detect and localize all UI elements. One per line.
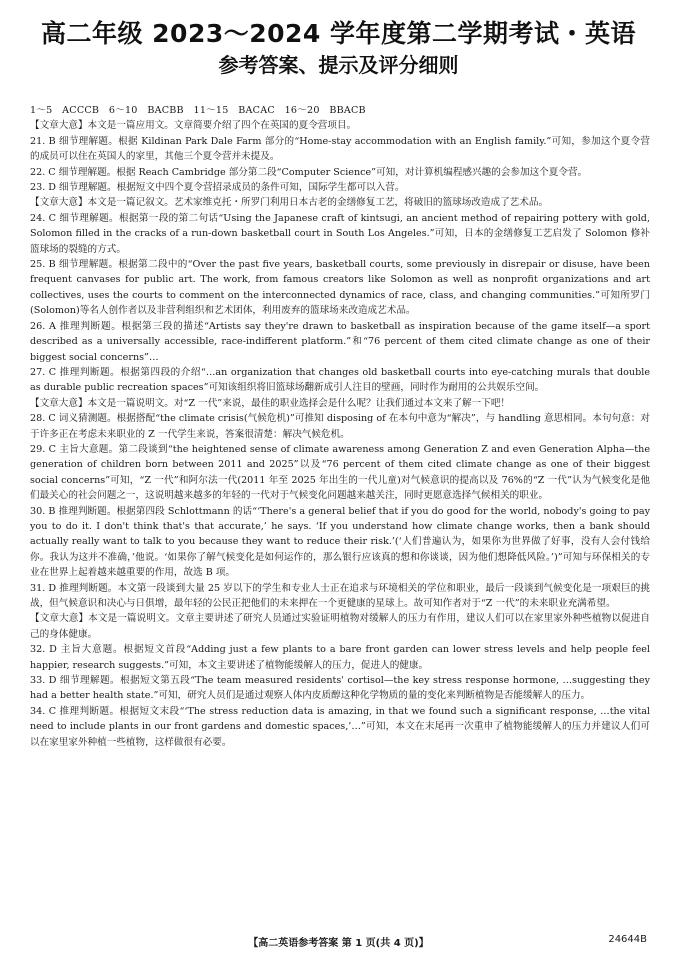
- passage-summary: 【文章大意】本文是一篇应用文。文章简要介绍了四个在英国的夏令营项目。: [30, 120, 357, 132]
- answer-explanation: 30. B 推理判断题。根据第四段 Schlottmann 的话“‘There's a general belief that if you do good for the world, nobody's going to pay you to do it. I don't think that's that accurate,’ he says. ‘If you understand how climate change works, then a bank should actually really want to talk to you because they want to reduce their risk.’(‘人们普遍认为，如果你为世界做了好事，没有人会付钱给你。我认为这并不准确，’他说。‘如果你了解气候变化是如何运作的，那么银行应该真的想和你谈谈，因为他们想降低风险。’)”可知与环保相关的专业在世界上起着越来越重要的作用，故选 B 项。: [30, 505, 650, 579]
- footer-label: 【高二英语参考答案 第 1 页(共 4 页)】: [248, 938, 429, 949]
- answer-content: [30, 103, 650, 750]
- answer-explanation: 32. D 主旨大意题。根据短文首段“Adding just a few plants to a bare front garden can lower stress levels and help people feel happier, research suggests.”可知，本文主要讲述了植物能缓解人的压力，促进人的健康。: [30, 644, 650, 671]
- footer-code: 24644B: [608, 934, 647, 945]
- answer-explanation: 24. C 细节理解题。根据第一段的第二句话“Using the Japanese craft of kintsugi, an ancient method of repairing pottery with gold, Solomon filled in the cracks of a run-down basketball court in South Los Angeles.”可知，日本的金缮修复工艺启发了 Solomon 修补篮球场的裂缝的方式。: [30, 212, 650, 255]
- passage-summary: 【文章大意】本文是一篇说明文。文章主要讲述了研究人员通过实验证明植物对缓解人的压力有作用，建议人们可以在家里家外种些植物以促进自己的身体健康。: [30, 613, 650, 640]
- page-title: 高二年级 2023～2024 学年度第二学期考试・英语: [40, 19, 637, 48]
- passage-summary: 【文章大意】本文是一篇记叙文。艺术家维克托・所罗门利用日本古老的金缮修复工艺，将破旧的篮球场改造成了艺术品。: [30, 197, 549, 209]
- page-subtitle: 参考答案、提示及评分细则: [218, 53, 459, 77]
- answer-explanation: 22. C 细节理解题。根据 Reach Cambridge 部分第二段“Computer Science”可知，对计算机编程感兴趣的会参加这个夏令营。: [30, 166, 588, 178]
- answer-explanation: 23. D 细节理解题。根据短文中四个夏令营招录成员的条件可知，国际学生都可以入营。: [30, 182, 405, 194]
- answer-explanation: 21. B 细节理解题。根据 Kildinan Park Dale Farm 部分的“Home-stay accommodation with an English family.”可知，参加这个夏令营的成员可以住在英国人的家里，其他三个夏令营并未提及。: [30, 135, 650, 163]
- answer-explanation: 33. D 细节理解题。根据短文第五段“The team measured residents' cortisol—the key stress response hormone, …suggesting they had a better health state.”可知，研究人员们是通过观察人体内皮质醇这种化学物质的量的变化来判断植物是否能缓解人的压力。: [30, 675, 650, 702]
- page-footer: [0, 934, 677, 950]
- answer-explanation: 34. C 推理判断题。根据短文末段“‘The stress reduction data is amazing, in that we found such a significant response, …the vital need to include plants in our front gardens and domestic spaces,’…”可知，本文在末尾再一次重申了植物能缓解人的压力并建议人们可以在家里家外种植一些植物，这样做很有必要。: [30, 705, 650, 748]
- answer-explanation: 28. C 词义猜测题。根据搭配“the climate crisis(气候危机)”可推知 disposing of 在本句中意为“解决”，与 handling 意思相同。本句句意：对于许多正在考虑未来职业的 Z 一代学生来说，答案很清楚：解决气候危机。: [30, 413, 650, 440]
- answer-key-line: 1～5 ACCCB 6～10 BACBB 11～15 BACAC 16～20 BBACB: [30, 105, 366, 116]
- answer-explanation: 29. C 主旨大意题。第二段谈到“the heightened sense of climate awareness among Generation Z and even Generation Alpha—the generation of children born between 2011 and 2025”以及“76 percent of them cited climate change as one of their biggest social concerns”可知，“Z 一代”和阿尔法一代(2011 年至 2025 年出生的一代儿童)对气候意识的提高以及 76%的“Z 一代”认为气候变化是他们最关心的社会问题之一，这说明越来越多的年轻的一代对于气候变化问题越来越关注，同时更愿意选择气候相关的职业。: [30, 443, 650, 502]
- answer-explanation: 31. D 推理判断题。本文第一段谈到大量 25 岁以下的学生和专业人士正在追求与环境相关的学位和职业，最后一段谈到气候变化是一项艰巨的挑战，但气候意识和决心与日俱增，最年轻的公民正把他们的未来押在一个更健康的星球上。故可知作者对于“Z 一代”的未来职业充满希望。: [30, 582, 650, 609]
- passage-summary: 【文章大意】本文是一篇说明文。对“Z 一代”来说，最佳的职业选择会是什么呢？让我们通过本文来了解一下吧！: [30, 397, 511, 409]
- answer-explanation: 27. C 推理判断题。根据第四段的介绍“…an organization that changes old basketball courts into eye-catching murals that double as durable public recreation spaces”可知该组织将旧篮球场翻新成引人注目的壁画，同时作为耐用的公共娱乐空间。: [30, 366, 650, 394]
- answer-explanation: 25. B 细节理解题。根据第二段中的“Over the past five years, basketball courts, some previously in disrepair or disuse, have been frequent canvases for public art. The work, from famous creators like Solomon as well as nonprofit organizations and art collectives, uses the courts to comment on the interconnected dynamics of race, class, and changing communities.”可知所罗门(Solomon)等名人创作者以及非营利组织和艺术团体，利用废弃的篮球场来改造成艺术品。: [30, 259, 650, 317]
- answer-explanation: 26. A 推理判断题。根据第三段的描述“Artists say they're drawn to basketball as inspiration because of the game itself—a sport described as a universally accessible, race-indifferent platform.”和“76 percent of them cited climate change as one of their biggest social concerns”…: [30, 320, 650, 363]
